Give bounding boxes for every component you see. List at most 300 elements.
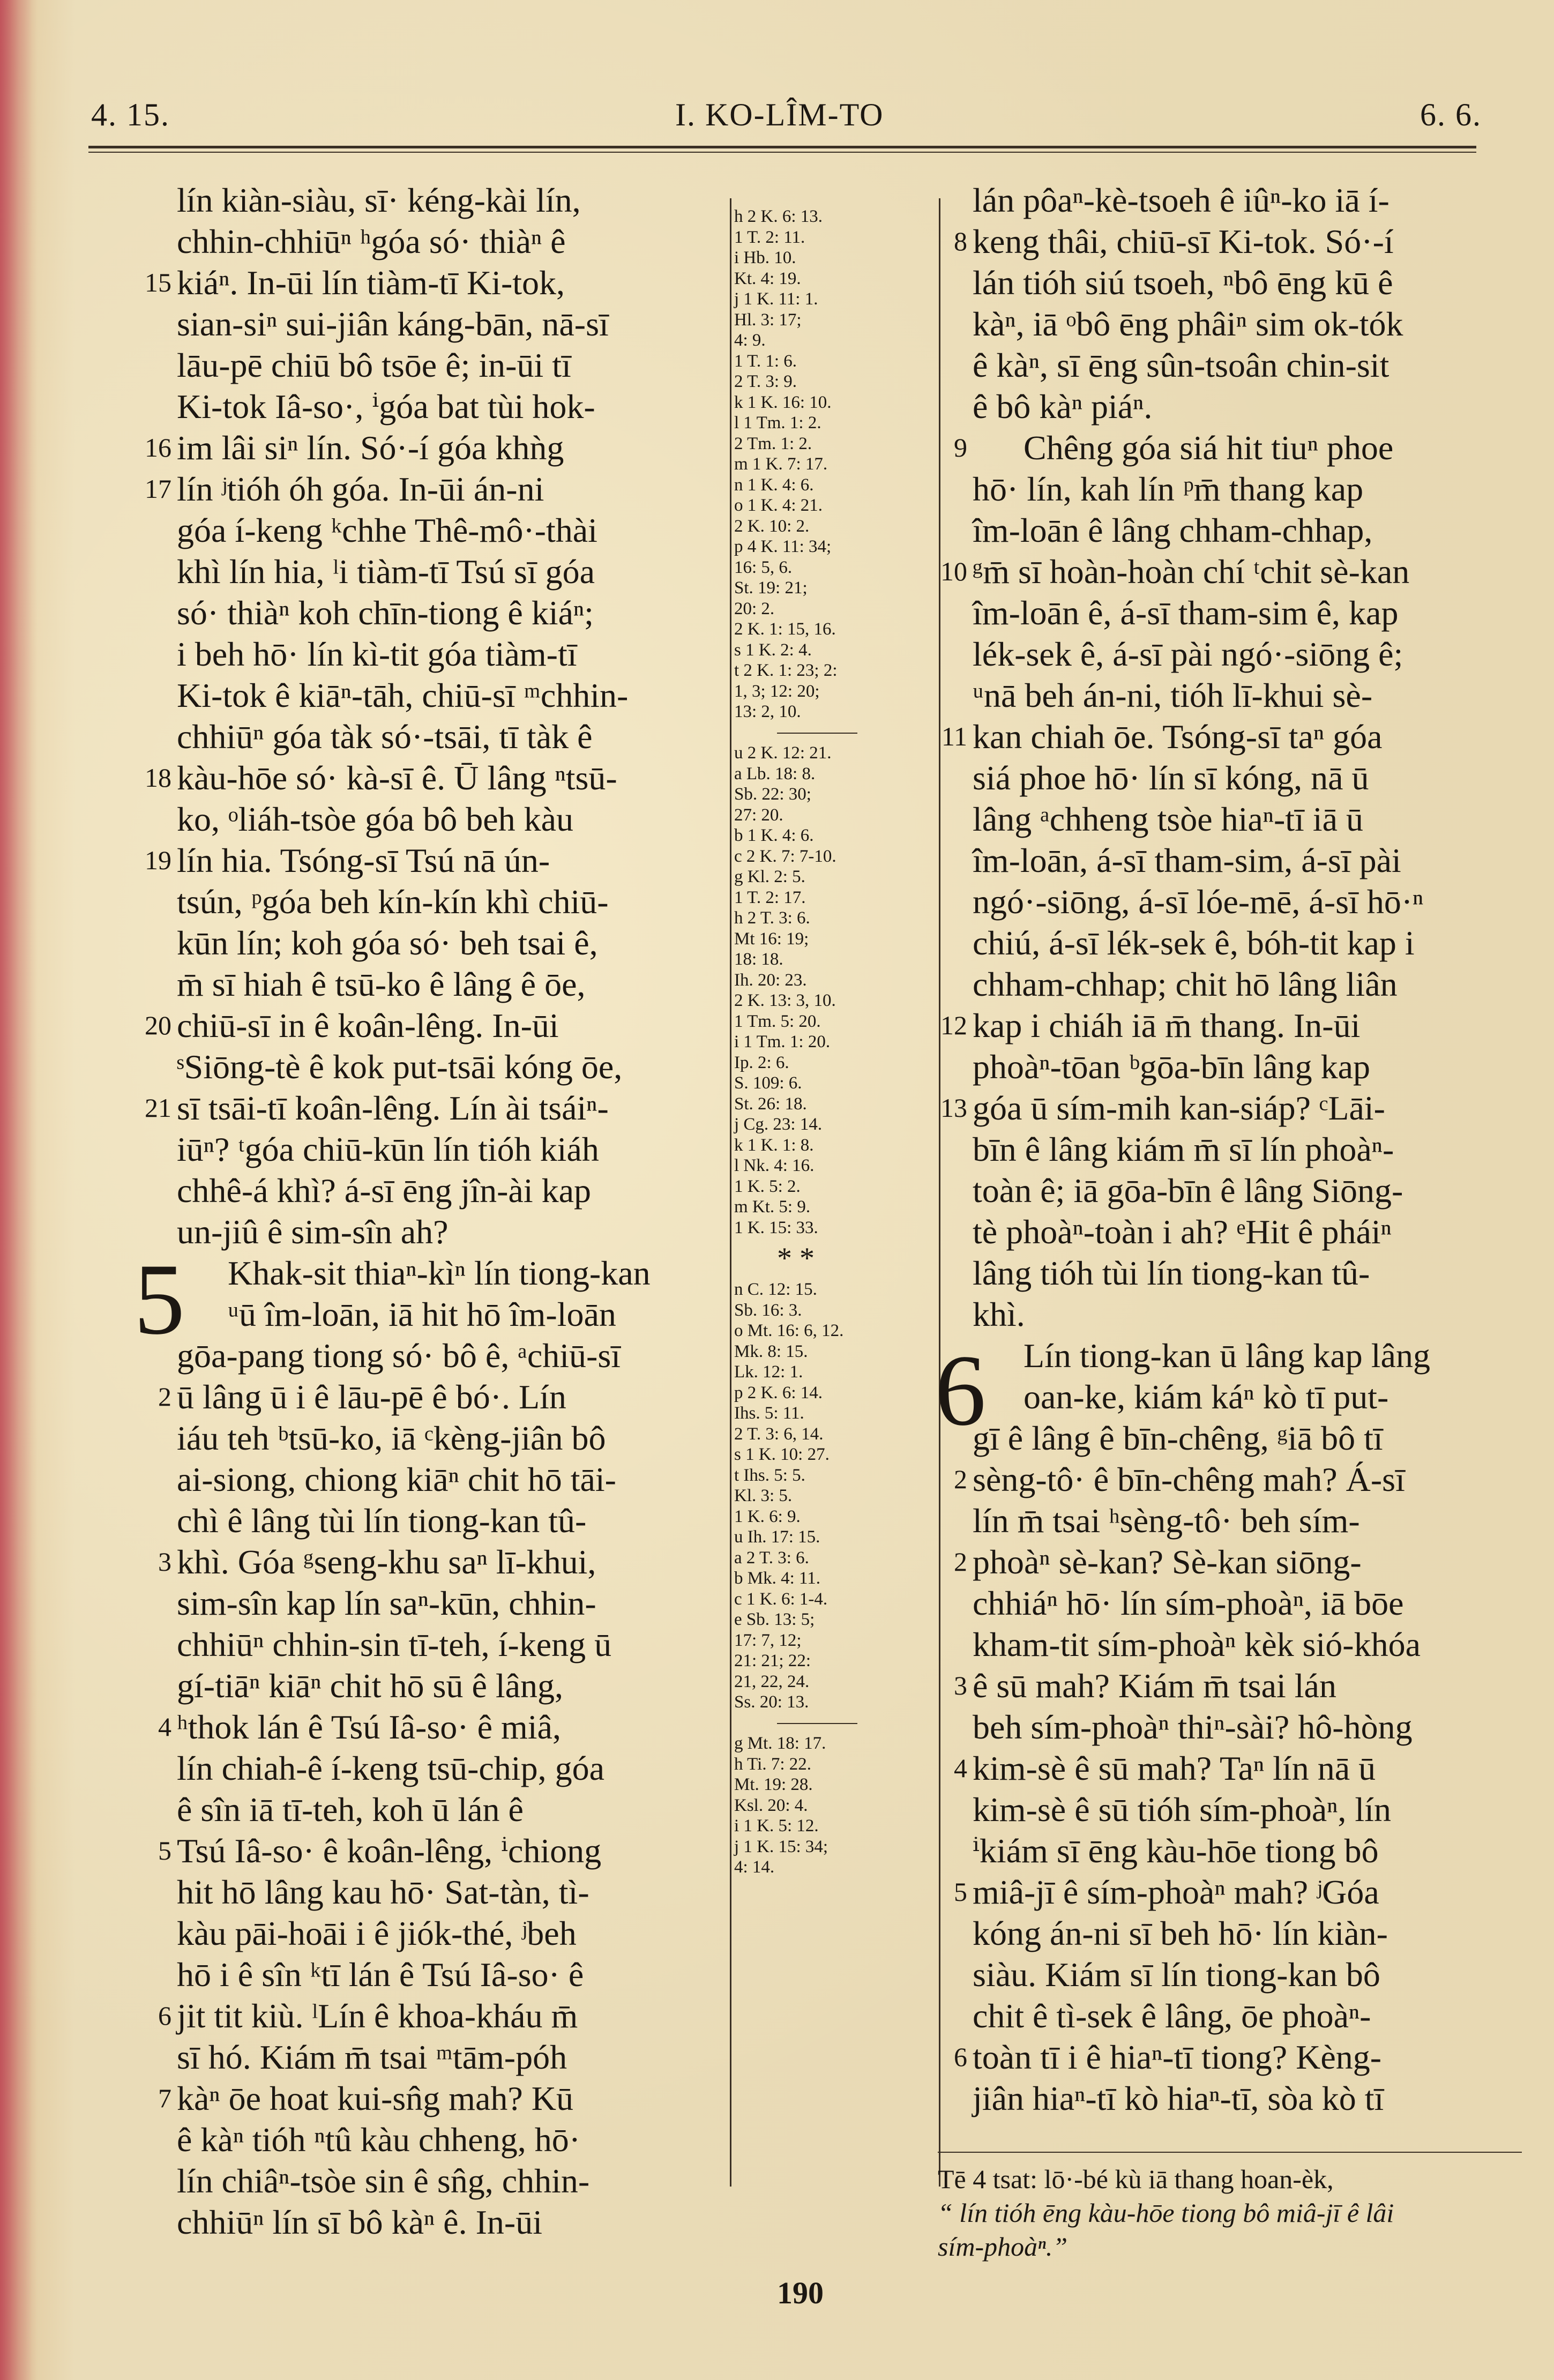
left-column-line bbox=[177, 180, 718, 221]
cross-reference: 2 T. 3: 6, 14. bbox=[734, 1424, 824, 1444]
verse-number: 5 bbox=[158, 1836, 171, 1866]
cross-reference: e Sb. 13: 5; bbox=[734, 1610, 815, 1629]
left-column-line bbox=[177, 2202, 718, 2243]
verse-text: keng thâi, chiū-sī Ki-tok. Só·-í bbox=[973, 222, 1394, 260]
left-column-line bbox=[145, 1005, 718, 1046]
cross-reference: Lk. 12: 1. bbox=[734, 1362, 803, 1382]
right-column-line bbox=[973, 1995, 1514, 2036]
right-column-line bbox=[954, 1459, 1514, 1500]
cross-reference: 1 T. 2: 17. bbox=[734, 887, 806, 907]
cross-reference: b Mk. 4: 11. bbox=[734, 1569, 821, 1588]
cross-reference: a 2 T. 3: 6. bbox=[734, 1548, 809, 1568]
verse-text: ᵍm̄ sī hoàn-hoàn chí ᵗchit sè-kan bbox=[973, 553, 1410, 591]
right-column-line bbox=[973, 262, 1514, 303]
verse-text: chhiáⁿ hō· lín sím-phoàⁿ, iā bōe bbox=[973, 1584, 1404, 1622]
verse-text: ū lâng ū i ê lāu-pē ê bó·. Lín bbox=[177, 1378, 566, 1416]
verse-text: sī hó. Kiám m̄ tsai ᵐtām-póh bbox=[177, 2038, 567, 2076]
cross-reference: Mk. 8: 15. bbox=[734, 1341, 808, 1361]
verse-number: 20 bbox=[145, 1010, 171, 1040]
verse-number: 3 bbox=[158, 1547, 171, 1577]
verse-text: só· thiàⁿ koh chīn-tiong ê kiáⁿ; bbox=[177, 594, 594, 632]
verse-text: ê kàⁿ, sī ēng sûn-tsoân chin-sit bbox=[973, 346, 1389, 384]
left-column-line bbox=[177, 1046, 718, 1087]
verse-text: iūⁿ? ᵗgóa chiū-kūn lín tióh kiáh bbox=[177, 1130, 599, 1168]
right-column-line bbox=[973, 1335, 1514, 1376]
right-column-line bbox=[940, 1087, 1514, 1129]
cross-reference: St. 19: 21; bbox=[734, 578, 808, 598]
verse-text: toàn ê; iā gōa-bīn ê lâng Siōng- bbox=[973, 1172, 1403, 1210]
cross-reference: h 2 K. 6: 13. bbox=[734, 207, 823, 226]
left-column-line bbox=[145, 840, 718, 881]
left-column-line bbox=[177, 1170, 718, 1211]
verse-text: toàn tī i ê hiaⁿ-tī tiong? Kèng- bbox=[973, 2038, 1382, 2076]
right-column-line bbox=[973, 303, 1514, 345]
reference-separator bbox=[734, 1713, 938, 1734]
verse-number: 10 bbox=[940, 556, 967, 586]
cross-reference: p 2 K. 6: 14. bbox=[734, 1383, 823, 1402]
verse-number: 6 bbox=[158, 2001, 171, 2031]
right-column-line bbox=[973, 592, 1514, 633]
cross-reference: c 1 K. 6: 1-4. bbox=[734, 1589, 828, 1609]
verse-number: 21 bbox=[145, 1093, 171, 1123]
verse-number: 11 bbox=[941, 721, 967, 751]
verse-text: hō· lín, kah lín ᵖm̄ thang kap bbox=[973, 470, 1364, 508]
left-column-line bbox=[145, 468, 718, 510]
cross-reference: Mt 16: 19; bbox=[734, 929, 809, 949]
right-column-line bbox=[954, 1871, 1514, 1913]
verse-number: 7 bbox=[158, 2083, 171, 2113]
verse-text: sim-sîn kap lín saⁿ-kūn, chhin- bbox=[177, 1584, 596, 1622]
right-column-line bbox=[973, 757, 1514, 799]
verse-number: 4 bbox=[158, 1712, 171, 1742]
verse-text: kim-sè ê sū mah? Taⁿ lín nā ū bbox=[973, 1749, 1376, 1787]
cross-reference: t 2 K. 1: 23; 2: bbox=[734, 661, 838, 680]
verse-number: 19 bbox=[145, 845, 171, 875]
cross-reference: p 4 K. 11: 34; bbox=[734, 537, 832, 556]
cross-reference: 1 Tm. 5: 20. bbox=[734, 1011, 821, 1031]
verse-text: siàu. Kiám sī lín tiong-kan bô bbox=[973, 1956, 1380, 1994]
verse-text: sī tsāi-tī koân-lêng. Lín ài tsáiⁿ- bbox=[177, 1089, 609, 1127]
verse-text: siá phoe hō· lín sī kóng, nā ū bbox=[973, 759, 1369, 797]
left-column-line bbox=[177, 1252, 718, 1294]
right-column-line bbox=[973, 881, 1514, 922]
left-column-line bbox=[177, 1459, 718, 1500]
cross-reference: k 1 K. 1: 8. bbox=[734, 1135, 814, 1155]
cross-reference: 16: 5, 6. bbox=[734, 557, 793, 577]
right-column-line bbox=[940, 1005, 1514, 1046]
right-column-line bbox=[954, 1541, 1514, 1583]
left-column-line bbox=[177, 675, 718, 716]
left-column-line bbox=[177, 1624, 718, 1665]
left-column-line bbox=[145, 757, 718, 799]
verse-text: kham-tit sím-phoàⁿ kèk sió-khóa bbox=[973, 1625, 1421, 1663]
verse-text: Ki-tok ê kiāⁿ-tāh, chiū-sī ᵐchhin- bbox=[177, 676, 629, 714]
cross-reference: Ksl. 20: 4. bbox=[734, 1795, 808, 1815]
cross-reference: 1 T. 1: 6. bbox=[734, 351, 797, 371]
verse-text: sèng-tô· ê bīn-chêng mah? Á-sī bbox=[973, 1460, 1405, 1498]
right-column-line bbox=[954, 427, 1514, 468]
verse-number: 9 bbox=[954, 432, 967, 462]
left-column-line bbox=[177, 2119, 718, 2160]
right-column-line bbox=[973, 799, 1514, 840]
verse-text: un-jiû ê sim-sîn ah? bbox=[177, 1213, 449, 1251]
verse-text: lán pôaⁿ-kè-tsoeh ê iûⁿ-ko iā í- bbox=[973, 181, 1389, 219]
cross-reference: Ip. 2: 6. bbox=[734, 1053, 789, 1072]
left-text-column bbox=[145, 180, 718, 2243]
verse-text: chhiūⁿ góa tàk só·-tsāi, tī tàk ê bbox=[177, 718, 593, 756]
verse-text: ᵘū îm-loān, iā hit hō îm-loān bbox=[228, 1295, 616, 1333]
verse-text: phoàⁿ-tōan ᵇgōa-bīn lâng kap bbox=[973, 1048, 1370, 1086]
verse-text: ⁱkiám sī ēng kàu-hōe tiong bô bbox=[973, 1832, 1379, 1870]
cross-reference: Hl. 3: 17; bbox=[734, 310, 802, 330]
right-column-line bbox=[973, 468, 1514, 510]
verse-text: sian-siⁿ sui-jiân káng-bān, nā-sī bbox=[177, 305, 609, 343]
left-column-line bbox=[158, 1830, 718, 1871]
cross-reference: s 1 K. 10: 27. bbox=[734, 1445, 830, 1464]
reference-separator bbox=[734, 722, 938, 743]
cross-reference: Kt. 4: 19. bbox=[734, 268, 801, 288]
verse-text: ê sū mah? Kiám m̄ tsai lán bbox=[973, 1667, 1336, 1705]
cross-reference: 13: 2, 10. bbox=[734, 702, 801, 721]
verse-text: bīn ê lâng kiám m̄ sī lín phoàⁿ- bbox=[973, 1130, 1394, 1168]
right-text-column bbox=[940, 180, 1514, 2119]
left-column-line bbox=[177, 881, 718, 922]
left-column-line bbox=[177, 551, 718, 592]
cross-reference: St. 26: 18. bbox=[734, 1094, 807, 1114]
right-column-line bbox=[940, 551, 1514, 592]
left-column-line bbox=[177, 2160, 718, 2202]
header-book-title: I. KO-LÎM-TO bbox=[675, 97, 884, 132]
left-column-line bbox=[177, 1871, 718, 1913]
footnote bbox=[938, 2162, 1511, 2264]
verse-text: hō i ê sîn ᵏtī lán ê Tsú Iâ-so· ê bbox=[177, 1956, 584, 1994]
verse-text: kiáⁿ. In-ūi lín tiàm-tī Ki-tok, bbox=[177, 264, 565, 302]
verse-text: kóng án-ni sī beh hō· lín kiàn- bbox=[973, 1914, 1388, 1952]
verse-number: 18 bbox=[145, 763, 171, 793]
verse-text: tsún, ᵖgóa beh kín-kín khì chiū- bbox=[177, 883, 609, 921]
right-column-line bbox=[973, 1789, 1514, 1830]
cross-reference: S. 109: 6. bbox=[734, 1073, 802, 1093]
left-column-line bbox=[145, 427, 718, 468]
verse-text: góa ū sím-mih kan-siáp? ᶜLāi- bbox=[973, 1089, 1385, 1127]
left-column-line bbox=[177, 922, 718, 964]
right-column-line bbox=[973, 1500, 1514, 1541]
cross-reference: j 1 K. 15: 34; bbox=[734, 1837, 828, 1856]
cross-reference: h 2 T. 3: 6. bbox=[734, 908, 810, 928]
verse-number: 4 bbox=[954, 1753, 967, 1783]
verse-text: lék-sek ê, á-sī pài ngó·-siōng ê; bbox=[973, 635, 1403, 673]
left-column-line bbox=[158, 1541, 718, 1583]
verse-number: 3 bbox=[954, 1670, 967, 1700]
verse-text: im lâi siⁿ lín. Só·-í góa khǹg bbox=[177, 429, 564, 467]
cross-reference: u 2 K. 12: 21. bbox=[734, 743, 832, 763]
header-right-reference: 6. 6. bbox=[1420, 97, 1482, 132]
cross-reference: 1 K. 6: 9. bbox=[734, 1506, 801, 1526]
right-column-line bbox=[973, 1211, 1514, 1252]
verse-text: chhiūⁿ chhin-sin tī-teh, í-keng ū bbox=[177, 1625, 612, 1663]
cross-reference: 1 K. 5: 2. bbox=[734, 1176, 801, 1196]
left-column-line bbox=[177, 345, 718, 386]
left-column-line bbox=[177, 303, 718, 345]
right-column-line bbox=[973, 1624, 1514, 1665]
verse-text: Lín tiong-kan ū lâng kap lâng bbox=[1023, 1337, 1430, 1375]
cross-reference: o Mt. 16: 6, 12. bbox=[734, 1321, 844, 1340]
verse-text: kim-sè ê sū tióh sím-phoàⁿ, lín bbox=[973, 1790, 1391, 1829]
verse-text: oan-ke, kiám káⁿ kò tī put- bbox=[1023, 1378, 1389, 1416]
cross-reference: n 1 K. 4: 6. bbox=[734, 475, 814, 495]
cross-reference: h Ti. 7: 22. bbox=[734, 1754, 811, 1774]
header-rule-thin bbox=[88, 152, 1476, 153]
cross-reference: j 1 K. 11: 1. bbox=[734, 289, 818, 309]
right-column-line bbox=[973, 1252, 1514, 1294]
page-edge-stain bbox=[0, 0, 38, 2380]
verse-text: Tsú Iâ-so· ê koân-lêng, ⁱchiong bbox=[177, 1832, 602, 1870]
left-column-line bbox=[177, 1748, 718, 1789]
verse-text: îm-loān, á-sī tham-sim, á-sī pài bbox=[973, 841, 1401, 879]
verse-text: kūn lín; koh góa só· beh tsai ê, bbox=[177, 924, 598, 962]
verse-text: gōa-pang tiong só· bô ê, ᵃchiū-sī bbox=[177, 1337, 621, 1375]
right-column-line bbox=[973, 1376, 1514, 1417]
verse-text: iáu teh ᵇtsū-ko, iā ᶜkèng-jiân bô bbox=[177, 1419, 606, 1457]
verse-text: gī ê lâng ê bīn-chêng, ᵍiā bô tī bbox=[973, 1419, 1383, 1457]
left-column-line bbox=[177, 1294, 718, 1335]
footnote-quote-line-2: sím-phoàⁿ.” bbox=[938, 2232, 1068, 2262]
verse-text: lín hia. Tsóng-sī Tsú nā ún- bbox=[177, 841, 550, 879]
verse-text: góa í-keng ᵏchhe Thê-mô·-thài bbox=[177, 511, 597, 549]
cross-reference: 1 K. 15: 33. bbox=[734, 1218, 818, 1237]
right-column-line bbox=[973, 2078, 1514, 2119]
cross-reference-column bbox=[734, 206, 938, 1878]
verse-text: i beh hō· lín kì-tit góa tiàm-tī bbox=[177, 635, 577, 673]
verse-text: chhê-á khì? á-sī ēng jîn-ài kap bbox=[177, 1172, 591, 1210]
verse-text: kàu-hōe só· kà-sī ê. Ū lâng ⁿtsū- bbox=[177, 759, 617, 797]
right-column-line bbox=[973, 675, 1514, 716]
left-column-line bbox=[177, 1583, 718, 1624]
verse-text: chiú, á-sī lék-sek ê, bóh-tit kap i bbox=[973, 924, 1415, 962]
cross-reference: s 1 K. 2: 4. bbox=[734, 640, 812, 660]
cross-reference: n C. 12: 15. bbox=[734, 1280, 817, 1299]
cross-reference: 1 T. 2: 11. bbox=[734, 227, 805, 247]
verse-text: chham-chhap; chit hō lâng liân bbox=[973, 965, 1398, 1003]
verse-text: chhin-chhiūⁿ ʰgóa só· thiàⁿ ê bbox=[177, 222, 566, 260]
right-column-line bbox=[973, 180, 1514, 221]
page-number: 190 bbox=[777, 2275, 824, 2310]
verse-number: 13 bbox=[940, 1093, 967, 1123]
verse-text: lán tióh siú tsoeh, ⁿbô ēng kū ê bbox=[973, 264, 1393, 302]
right-column-line bbox=[973, 633, 1514, 675]
cross-reference: 18: 18. bbox=[734, 950, 783, 969]
cross-reference: 21, 22, 24. bbox=[734, 1672, 810, 1691]
verse-text: khì. Góa ᵍseng-khu saⁿ lī-khui, bbox=[177, 1543, 596, 1581]
verse-text: ngó·-siōng, á-sī lóe-mē, á-sī hō·ⁿ bbox=[973, 883, 1424, 921]
right-column-line bbox=[973, 1913, 1514, 1954]
left-column-line bbox=[177, 386, 718, 427]
verse-number: 15 bbox=[145, 267, 171, 297]
right-column-line bbox=[973, 1170, 1514, 1211]
verse-text: lâng tióh tùi lín tiong-kan tû- bbox=[973, 1254, 1370, 1292]
left-column-line bbox=[177, 1789, 718, 1830]
verse-text: chhiūⁿ lín sī bô kàⁿ ê. In-ūi bbox=[177, 2203, 542, 2241]
right-column-line bbox=[973, 1046, 1514, 1087]
left-column-line bbox=[177, 799, 718, 840]
chapter-number-5: 5 bbox=[134, 1243, 185, 1356]
left-column-line bbox=[177, 1417, 718, 1459]
verse-text: lāu-pē chiū bô tsōe ê; in-ūi tī bbox=[177, 346, 571, 384]
cross-reference: u Ih. 17: 15. bbox=[734, 1527, 820, 1547]
footnote-label: Tē 4 tsat: lō·-bé kù iā thang hoan-èk, bbox=[938, 2164, 1334, 2194]
footnote-rule bbox=[938, 2152, 1522, 2153]
verse-text: ê kàⁿ tióh ⁿtû kàu chheng, hō· bbox=[177, 2121, 580, 2159]
verse-text: Chêng góa siá hit tiuⁿ phoe bbox=[1023, 429, 1394, 467]
verse-text: ko, ᵒliáh-tsòe góa bô beh kàu bbox=[177, 800, 574, 838]
right-column-line bbox=[973, 510, 1514, 551]
left-column-line bbox=[177, 2036, 718, 2078]
left-column-line bbox=[177, 1954, 718, 1995]
cross-reference: a Lb. 18: 8. bbox=[734, 764, 816, 784]
left-column-line bbox=[158, 1376, 718, 1417]
verse-text: beh sím-phoàⁿ thiⁿ-sài? hô-hòng bbox=[973, 1708, 1413, 1746]
right-column-line bbox=[941, 716, 1514, 757]
cross-reference: i Hb. 10. bbox=[734, 248, 796, 267]
right-column-line bbox=[954, 1665, 1514, 1706]
verse-text: gí-tiāⁿ kiāⁿ chit hō sū ê lâng, bbox=[177, 1667, 564, 1705]
verse-text: tè phoàⁿ-toàn i ah? ᵉHit ê pháiⁿ bbox=[973, 1213, 1392, 1251]
right-column-line bbox=[973, 1830, 1514, 1871]
verse-number: 6 bbox=[954, 2042, 967, 2072]
cross-reference: m 1 K. 7: 17. bbox=[734, 454, 828, 474]
verse-number: 8 bbox=[954, 226, 967, 256]
cross-reference: 2 K. 13: 3, 10. bbox=[734, 991, 836, 1010]
verse-text: lín chiah-ê í-keng tsū-chip, góa bbox=[177, 1749, 604, 1787]
right-column-line bbox=[973, 1706, 1514, 1748]
verse-text: jiân hiaⁿ-tī kò hiaⁿ-tī, sòa kò tī bbox=[973, 2079, 1384, 2117]
cross-reference: t Ihs. 5: 5. bbox=[734, 1465, 805, 1485]
verse-text: kap i chiáh iā m̄ thang. In-ūi bbox=[973, 1006, 1361, 1044]
verse-text: lín kiàn-siàu, sī· kéng-kài lín, bbox=[177, 181, 581, 219]
left-column-line bbox=[177, 1335, 718, 1376]
verse-text: lâng ᵃchheng tsòe hiaⁿ-tī iā ū bbox=[973, 800, 1363, 838]
left-column-line bbox=[177, 1913, 718, 1954]
verse-text: kàu pāi-hoāi i ê jiók-thé, ʲbeh bbox=[177, 1914, 577, 1952]
verse-text: chit ê tì-sek ê lâng, ōe phoàⁿ- bbox=[973, 1997, 1371, 2035]
right-column-line bbox=[973, 386, 1514, 427]
footnote-quote-line-1: “ lín tióh ēng kàu-hōe tiong bô miâ-jī ê lâi bbox=[938, 2198, 1394, 2228]
cross-reference: 2 K. 10: 2. bbox=[734, 516, 810, 536]
verse-text: jit tit kiù. ˡLín ê khoa-kháu m̄ bbox=[177, 1997, 578, 2035]
cross-reference: Kl. 3: 5. bbox=[734, 1486, 793, 1505]
right-column-line bbox=[954, 1748, 1514, 1789]
verse-number: 2 bbox=[954, 1547, 967, 1577]
right-column-line bbox=[973, 1129, 1514, 1170]
cross-reference: 17: 7, 12; bbox=[734, 1630, 802, 1650]
right-column-line bbox=[973, 1417, 1514, 1459]
right-column-line bbox=[973, 1954, 1514, 1995]
verse-text: ai-siong, chiong kiāⁿ chit hō tāi- bbox=[177, 1460, 616, 1498]
cross-reference: k 1 K. 16: 10. bbox=[734, 392, 832, 412]
cross-reference: l 1 Tm. 1: 2. bbox=[734, 413, 821, 432]
cross-reference: b 1 K. 4: 6. bbox=[734, 826, 814, 845]
cross-reference: l Nk. 4: 16. bbox=[734, 1156, 815, 1175]
cross-reference: Ihs. 5: 11. bbox=[734, 1404, 804, 1423]
cross-reference: o 1 K. 4: 21. bbox=[734, 496, 823, 515]
cross-reference: 1, 3; 12: 20; bbox=[734, 681, 820, 701]
cross-reference: 4: 9. bbox=[734, 331, 766, 350]
cross-reference: i 1 Tm. 1: 20. bbox=[734, 1032, 831, 1051]
verse-text: lín m̄ tsai ʰsèng-tô· beh sím- bbox=[973, 1502, 1360, 1540]
verse-text: m̄ sī hiah ê tsū-ko ê lâng ê ōe, bbox=[177, 965, 586, 1003]
right-column-line bbox=[954, 2036, 1514, 2078]
verse-number: 2 bbox=[158, 1382, 171, 1412]
verse-number: 16 bbox=[145, 432, 171, 462]
verse-number: 17 bbox=[145, 474, 171, 504]
right-column-line bbox=[973, 840, 1514, 881]
left-column-line bbox=[145, 1087, 718, 1129]
column-divider-left bbox=[730, 198, 731, 2187]
verse-text: phoàⁿ sè-kan? Sè-kan siōng- bbox=[973, 1543, 1362, 1581]
cross-reference: 2 T. 3: 9. bbox=[734, 372, 797, 391]
cross-reference: m Kt. 5: 9. bbox=[734, 1197, 811, 1217]
verse-number: 2 bbox=[954, 1464, 967, 1494]
left-column-line bbox=[158, 1706, 718, 1748]
left-column-line bbox=[158, 2078, 718, 2119]
left-column-line bbox=[177, 221, 718, 262]
verse-text: khì lín hia, ˡi tiàm-tī Tsú sī góa bbox=[177, 553, 595, 591]
right-column-line bbox=[973, 345, 1514, 386]
right-column-line bbox=[954, 221, 1514, 262]
cross-reference: Sb. 22: 30; bbox=[734, 785, 811, 804]
left-column-line bbox=[177, 964, 718, 1005]
verse-text: Khak-sit thiaⁿ-kìⁿ lín tiong-kan bbox=[228, 1254, 651, 1292]
verse-text: ê sîn iā tī-teh, koh ū lán ê bbox=[177, 1790, 524, 1829]
cross-reference: 27: 20. bbox=[734, 805, 783, 825]
header-rule bbox=[88, 146, 1476, 148]
left-column-line bbox=[177, 633, 718, 675]
verse-text: khì. bbox=[973, 1295, 1025, 1333]
verse-text: Ki-tok Iâ-so·, ⁱgóa bat tùi hok- bbox=[177, 387, 595, 426]
left-column-line bbox=[158, 1995, 718, 2036]
verse-text: lín chiâⁿ-tsòe sin ê sn̂g, chhin- bbox=[177, 2162, 590, 2200]
cross-reference: g Kl. 2: 5. bbox=[734, 867, 805, 886]
cross-reference: g Mt. 18: 17. bbox=[734, 1734, 826, 1753]
verse-text: chì ê lâng tùi lín tiong-kan tû- bbox=[177, 1502, 587, 1540]
cross-reference: Mt. 19: 28. bbox=[734, 1775, 813, 1794]
verse-text: lín ʲtióh óh góa. In-ūi án-ni bbox=[177, 470, 544, 508]
cross-reference: Sb. 16: 3. bbox=[734, 1300, 802, 1320]
verse-text: ʰthok lán ê Tsú Iâ-so· ê miâ, bbox=[177, 1708, 561, 1746]
verse-text: îm-loān ê lâng chham-chhap, bbox=[973, 511, 1373, 549]
chapter-number-6: 6 bbox=[935, 1334, 986, 1447]
right-column-line bbox=[973, 1294, 1514, 1335]
left-column-line bbox=[177, 1500, 718, 1541]
verse-text: kàⁿ ōe hoat kui-sn̂g mah? Kū bbox=[177, 2079, 573, 2117]
right-column-line bbox=[973, 922, 1514, 964]
left-column-line bbox=[177, 1129, 718, 1170]
right-column-line bbox=[973, 1583, 1514, 1624]
cross-reference: 20: 2. bbox=[734, 599, 775, 618]
cross-reference: Ss. 20: 13. bbox=[734, 1692, 809, 1712]
header-left-reference: 4. 15. bbox=[91, 97, 170, 132]
verse-text: hit hō lâng kau hō· Sat-tàn, tì- bbox=[177, 1873, 589, 1911]
verse-number: 5 bbox=[954, 1877, 967, 1907]
left-column-line bbox=[177, 716, 718, 757]
verse-text: îm-loān ê, á-sī tham-sim ê, kap bbox=[973, 594, 1399, 632]
left-column-line bbox=[177, 1665, 718, 1706]
left-column-line bbox=[177, 1211, 718, 1252]
verse-text: ˢSiōng-tè ê kok put-tsāi kóng ōe, bbox=[177, 1048, 623, 1086]
right-column-line bbox=[973, 964, 1514, 1005]
cross-reference: c 2 K. 7: 7-10. bbox=[734, 846, 836, 866]
reference-stars: * * bbox=[777, 1242, 815, 1275]
